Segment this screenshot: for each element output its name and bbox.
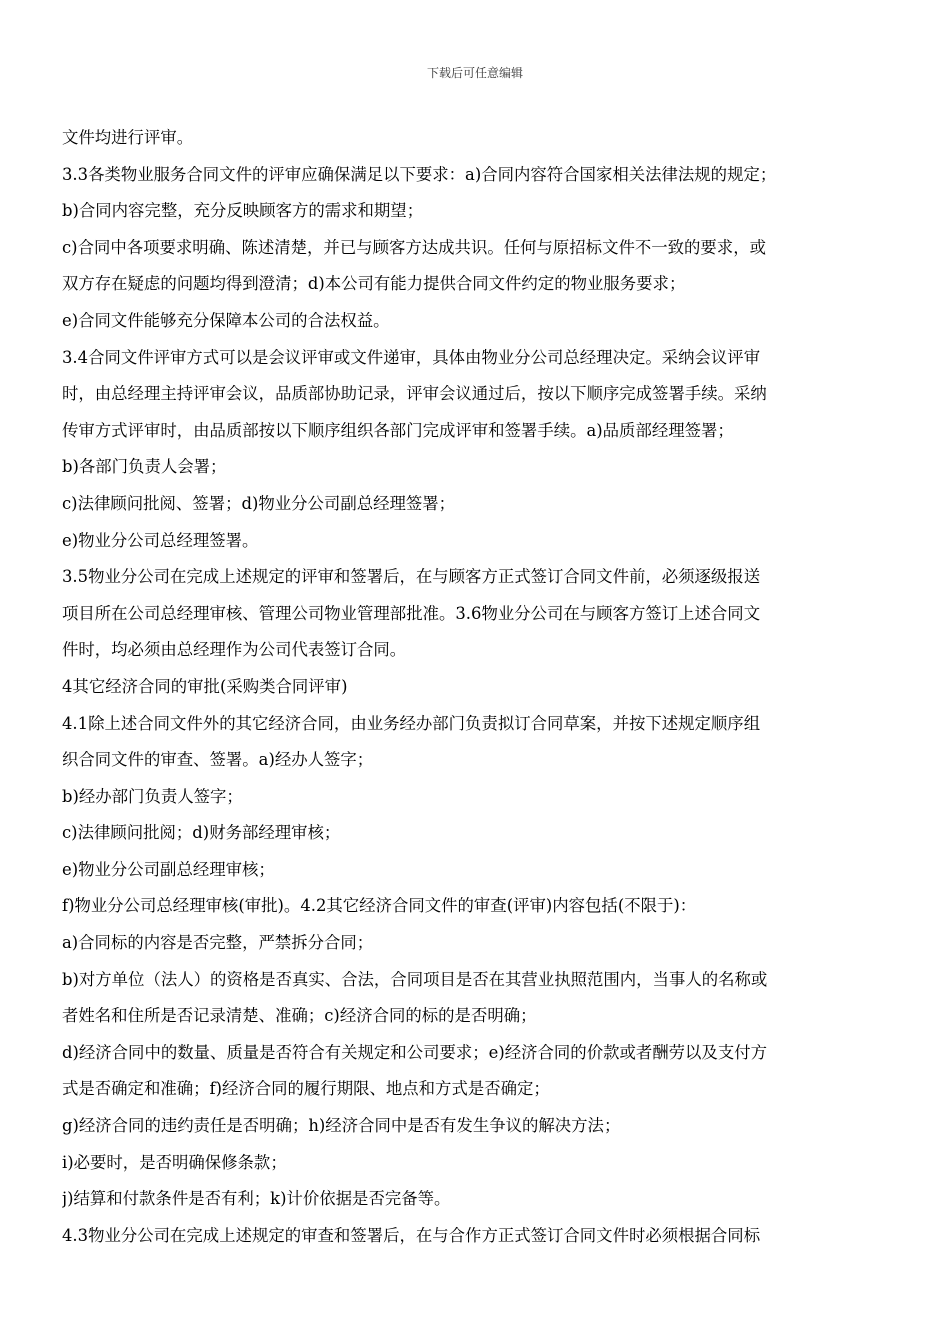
text-line: 4.1除上述合同文件外的其它经济合同，由业务经办部门负责拟订合同草案，并按下述规定顺序组: [62, 713, 761, 733]
text-line: a)合同标的内容是否完整，严禁拆分合同；: [62, 933, 374, 953]
text-line: 传审方式评审时，由品质部按以下顺序组织各部门完成评审和签署手续。a)品质部经理签署；: [62, 420, 734, 440]
text-line: 式是否确定和准确；f)经济合同的履行期限、地点和方式是否确定；: [62, 1079, 550, 1099]
text-line: e)物业分公司副总经理审核；: [62, 859, 275, 879]
text-line: b)对方单位（法人）的资格是否真实、合法，合同项目是否在其营业执照范围内，当事人的名称或: [62, 969, 768, 989]
text-line: 者姓名和住所是否记录清楚、准确；c)经济合同的标的是否明确；: [62, 1006, 537, 1026]
text-line: 4.3物业分公司在完成上述规定的审查和签署后，在与合作方正式签订合同文件时必须根据合同标: [62, 1225, 761, 1245]
text-line: b)各部门负责人会署；: [62, 457, 227, 477]
text-line: b)合同内容完整，充分反映顾客方的需求和期望；: [62, 201, 424, 221]
text-line: f)物业分公司总经理审核(审批)。4.2其它经济合同文件的审查(评审)内容包括(不限于)：: [62, 896, 697, 916]
text-line: 3.5物业分公司在完成上述规定的评审和签署后，在与顾客方正式签订合同文件前，必须逐级报送: [62, 567, 761, 587]
text-line: i)必要时，是否明确保修条款；: [62, 1152, 287, 1172]
text-line: 织合同文件的审查、签署。a)经办人签字；: [62, 750, 374, 770]
text-line: 件时，均必须由总经理作为公司代表签订合同。: [62, 640, 407, 660]
text-line: b)经办部门负责人签字；: [62, 786, 243, 806]
text-line: g)经济合同的违约责任是否明确；h)经济合同中是否有发生争议的解决方法；: [62, 1116, 621, 1136]
document-body: [62, 120, 892, 1254]
text-line: c)法律顾问批阅、签署；d)物业分公司副总经理签署；: [62, 493, 456, 513]
page-header: 下载后可任意编辑: [426, 66, 523, 80]
text-line: j)结算和付款条件是否有利；k)计价依据是否完备等。: [62, 1189, 451, 1209]
text-line: 时，由总经理主持评审会议，品质部协助记录，评审会议通过后，按以下顺序完成签署手续。采纳: [62, 384, 767, 404]
text-line: e)物业分公司总经理签署。: [62, 530, 259, 550]
text-line: 双方存在疑虑的问题均得到澄清；d)本公司有能力提供合同文件约定的物业服务要求；: [62, 274, 686, 294]
text-line: e)合同文件能够充分保障本公司的合法权益。: [62, 310, 390, 330]
text-line: c)法律顾问批阅；d)财务部经理审核；: [62, 823, 341, 843]
text-line: 3.4合同文件评审方式可以是会议评审或文件递审，具体由物业分公司总经理决定。采纳会议评审: [62, 347, 761, 367]
text-line: d)经济合同中的数量、质量是否符合有关规定和公司要求；e)经济合同的价款或者酬劳以及支付方: [62, 1042, 767, 1062]
section-heading: 4其它经济合同的审批(采购类合同评审): [62, 676, 348, 696]
text-line: 项目所在公司总经理审核、管理公司物业管理部批准。3.6物业分公司在与顾客方签订上述合同文: [62, 603, 761, 623]
text-line: 3.3各类物业服务合同文件的评审应确保满足以下要求：a)合同内容符合国家相关法律法规的规定；: [62, 164, 777, 184]
text-line: c)合同中各项要求明确、陈述清楚，并已与顾客方达成共识。任何与原招标文件不一致的要求，或: [62, 237, 766, 257]
text-line: 文件均进行评审。: [62, 128, 194, 147]
